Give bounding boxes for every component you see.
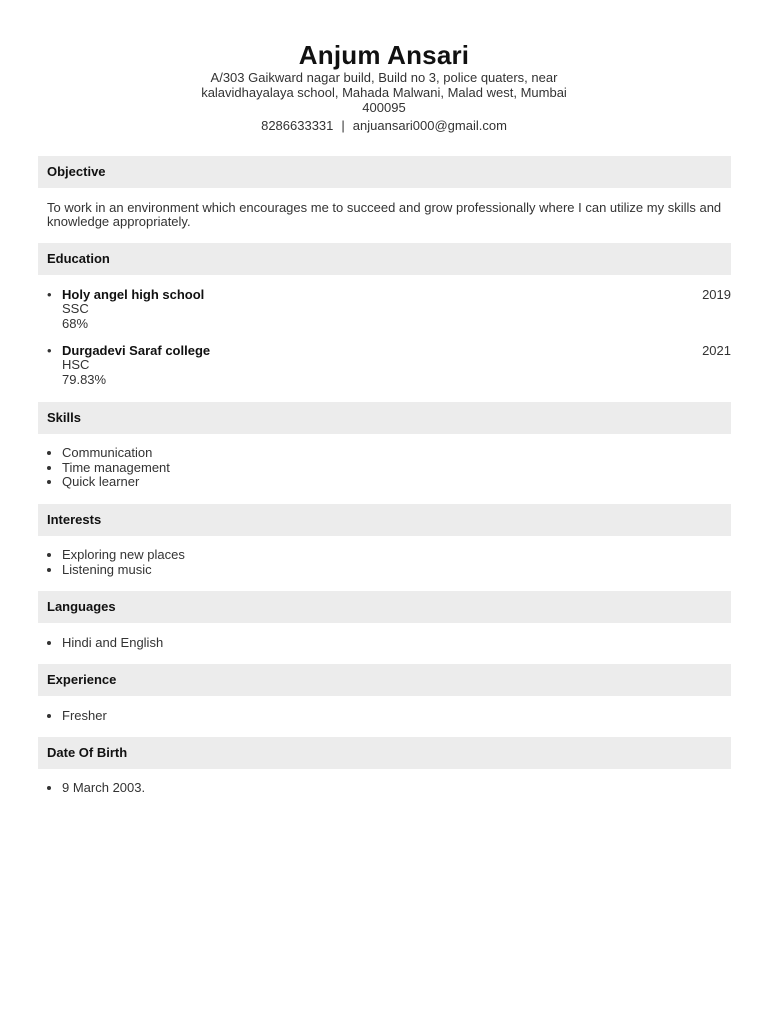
education-level: SSC (62, 301, 89, 317)
languages-list (47, 636, 731, 651)
section-heading-date-of-birth: Date Of Birth (38, 737, 731, 769)
section-heading-experience: Experience (38, 664, 731, 696)
email-address: anjuansari000@gmail.com (352, 118, 507, 133)
address: A/303 Gaikward nagar build, Build no 3, police quaters, near kalavidhayalaya school, Mahada Malwani, Malad west, Mumbai 400095 (201, 70, 567, 115)
skills-list (47, 446, 731, 490)
list-item: • 9 March 2003. (62, 781, 731, 796)
bullet-icon: • (47, 287, 52, 302)
list-item: • Listening music (62, 563, 731, 578)
resume-header (0, 40, 768, 134)
experience-list (47, 709, 731, 724)
list-item: • Quick learner (62, 475, 731, 490)
phone-number: 8286633331 (261, 118, 334, 133)
section-heading-skills: Skills (38, 402, 731, 434)
interests-list (47, 548, 731, 577)
school-name: Holy angel high school (62, 287, 205, 302)
objective-text: To work in an environment which encourages me to succeed and grow professionally where I can utilize my skills and knowledge appropriately. (47, 200, 722, 229)
section-heading-languages: Languages (38, 591, 731, 623)
list-item: • Hindi and English (62, 636, 731, 651)
education-year: 2019 (702, 287, 731, 302)
date-of-birth-list (47, 781, 731, 796)
section-heading-objective: Objective (38, 156, 731, 188)
education-level: HSC (62, 357, 90, 373)
school-name: Durgadevi Saraf college (62, 343, 211, 358)
education-details (62, 288, 204, 331)
list-item: • Communication (62, 446, 731, 461)
list-item: • Time management (62, 461, 731, 476)
candidate-name: Anjum Ansari (298, 40, 470, 70)
list-item: • Exploring new places (62, 548, 731, 563)
education-year: 2021 (702, 343, 731, 358)
bullet-icon: • (47, 343, 52, 358)
education-score: 79.83% (62, 371, 107, 387)
list-item: • Fresher (62, 709, 731, 724)
education-details (62, 344, 210, 387)
section-heading-interests: Interests (38, 504, 731, 536)
section-heading-education: Education (38, 243, 731, 275)
contact-line (0, 118, 768, 134)
education-score: 68% (62, 315, 89, 331)
contact-separator: | (341, 118, 345, 133)
